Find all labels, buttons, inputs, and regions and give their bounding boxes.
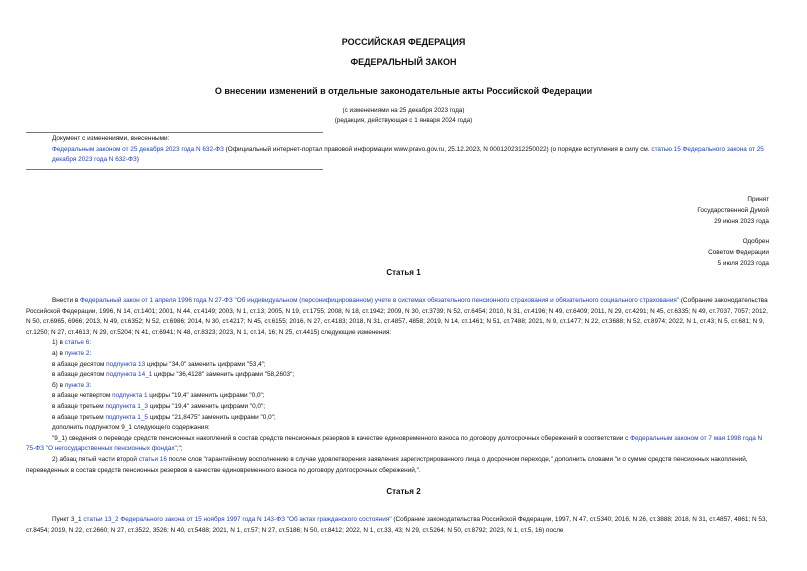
link-subpoint1-5[interactable]: подпункта 1_5 bbox=[105, 413, 148, 421]
link-subpoint14-1[interactable]: подпункта 14_1 bbox=[106, 371, 153, 379]
sub-b: б) в пункте 3: bbox=[52, 381, 92, 389]
duma-date: 29 июня 2023 года bbox=[714, 217, 769, 225]
document-title: О внесении изменений в отдельные законодательные акты Российской Федерации bbox=[214, 86, 593, 96]
change-line-6: дополнить подпунктом 9_1 следующего содержания: bbox=[52, 424, 210, 432]
change-line-3: в абзаце четвертом подпункта 1 цифры "19,4" заменить цифрами "0,0"; bbox=[52, 392, 265, 400]
link-article16[interactable]: статьи 16 bbox=[138, 455, 167, 463]
changes-box bbox=[52, 134, 772, 166]
item1: 1) в статье 6: bbox=[52, 339, 92, 347]
changes-text: Федеральным законом от 25 декабря 2023 года N 632-ФЗ (Официальный интернет-портал правовой информации www.pravo.gov.ru, 25.12.2023, N 0001202312250022) (о порядке вступления в силу см. статью 15 Федерального закона от 25 декабря 2023 года N 632-ФЗ) bbox=[52, 145, 764, 164]
quote-9-1: "9_1) сведения о переводе средств пенсионных накоплений в состав средств пенсионных резервов в качестве единовременного взноса по договору долгосрочных сбережений в соответствии с Федеральным законом от 7 мая 1998 года N 75-ФЗ "О негосударственных пенсионных фондах";"; bbox=[26, 434, 763, 453]
edition-note: (редакция, действующая с 1 января 2024 года) bbox=[334, 117, 473, 124]
article1-body bbox=[26, 296, 770, 476]
link-143fz[interactable]: статьи 13_2 Федерального закона от 15 ноября 1997 года N 143-ФЗ "Об актах гражданского состояния" bbox=[83, 516, 392, 523]
sub-a: а) в пункте 2: bbox=[52, 349, 92, 357]
change-line-1: в абзаце десятом подпункта 13 цифры "34,0" заменить цифрами "53,4"; bbox=[52, 360, 266, 368]
link-point2[interactable]: пункте 2 bbox=[64, 349, 90, 357]
article2-text: Пункт 3_1 статьи 13_2 Федерального закона от 15 ноября 1997 года N 143-ФЗ "Об актах гражданского состояния" (Собрание законодательства Российской Федерации, 1997, N 47, ст.5340; 2016, N 26, ст.3888; 2018, N 31, ст.4857, 4861; N 53, ст.8454; 2019, N 22, ст.2660; N 27, ст.3522, 3526; N 40, ст.5488; 2021, N 1, ст.57; N 27, ст.5186; N 50, ст.8412; 2022, N 1, ст.33, 43; N 29, ст.5264; N 50, ст.8792; 2023, N 1, ст.5, 16) после bbox=[26, 516, 768, 534]
link-632fz[interactable]: Федеральным законом от 25 декабря 2023 года N 632-ФЗ bbox=[52, 145, 224, 153]
change-line-2: в абзаце десятом подпункта 14_1 цифры "36,4128" заменить цифрами "58,2603"; bbox=[52, 371, 295, 379]
changes-note: (с изменениями на 25 декабря 2023 года) bbox=[342, 107, 465, 114]
changes-label: Документ с изменениями, внесенными: bbox=[52, 135, 170, 142]
by-duma-label: Государственной Думой bbox=[697, 206, 769, 214]
article2-body bbox=[26, 515, 770, 536]
link-point3[interactable]: пункте 3 bbox=[64, 381, 90, 389]
link-article15[interactable]: статью 15 Федерального закона от 25 декабря 2023 года N 632-ФЗ bbox=[52, 145, 764, 164]
link-subpoint1[interactable]: подпункта 1 bbox=[112, 392, 148, 400]
doc-type-title: ФЕДЕРАЛЬНЫЙ ЗАКОН bbox=[350, 57, 457, 67]
approved-label: Одобрен bbox=[742, 238, 769, 245]
article2-heading: Статья 2 bbox=[386, 487, 421, 496]
link-subpoint13[interactable]: подпункта 13 bbox=[106, 360, 146, 368]
article1-intro: Внести в Федеральный закон от 1 апреля 1996 года N 27-ФЗ "Об индивидуальном (персонифицированном) учете в системах обязательного пенсионного страхования и обязательного социального страхования" (Собрание законодательства Российской Федерации, 1996, N 14, ст.1401; 2001, N 44, ст.4149; 2003, N 1, ст.13; 2005, N 19, ст.1755; 2008, N 18, ст.1942; 2009, N 30, ст.3739; N 52, ст.6454; 2010, N 31, ст.4196; N 49, ст.6409; 2011, N 29, ст.4291; N 45, ст.6335; N 49, ст.7037, 7057; 2012, N 50, ст.6965, 6966; 2013, N 49, ст.6352; N 52, ст.6986; 2014, N 30, ст.4217; N 45, ст.6155; 2016, N 27, ст.4183; 2018, N 31, ст.4857, 4858; 2019, N 14, ст.1461; N 51, ст.7488; 2021, N 9, ст.1477; N 22, ст.3688; N 52, ст.8974; 2022, N 1, ст.43; N 5, ст.681; N 9, ст.1250; N 27, ст.4613; N 29, ст.5204; N 41, ст.6941; N 48, ст.8323; 2023, N 1, ст.14, 16; N 25, ст.4415) следующие изменения: bbox=[26, 297, 768, 336]
item2: 2) абзац пятый части второй статьи 16 после слов "гарантийному восполнению в случае удовлетворения заявления зарегистрированного лица о досрочном переходе," дополнить словами "и о сумме средств пенсионных накоплений, переведенных в состав средств пенсионных резервов в качестве единовременного взноса по договору долгосрочных сбережений,". bbox=[26, 455, 748, 474]
link-subpoint1-3[interactable]: подпункта 1_3 bbox=[105, 402, 148, 410]
divider-bottom bbox=[26, 169, 323, 170]
divider-top bbox=[26, 132, 323, 133]
link-27fz[interactable]: Федеральный закон от 1 апреля 1996 года N 27-ФЗ "Об индивидуальном (персонифицированном) учете в системах обязательного пенсионного страхования и обязательного социального страхования" bbox=[79, 297, 680, 304]
change-line-5: в абзаце третьем подпункта 1_5 цифры "21,8475" заменить цифрами "0,0"; bbox=[52, 413, 276, 421]
council-date: 5 июля 2023 года bbox=[717, 259, 769, 267]
by-council-label: Советом Федерации bbox=[708, 248, 769, 256]
country-title: РОССИЙСКАЯ ФЕДЕРАЦИЯ bbox=[341, 37, 466, 47]
accepted-label: Принят bbox=[747, 196, 769, 203]
article1-heading: Статья 1 bbox=[386, 268, 421, 277]
adoption-duma bbox=[697, 195, 769, 227]
link-75fz[interactable]: Федеральным законом от 7 мая 1998 года N 75-ФЗ "О негосударственных пенсионных фондах" bbox=[26, 434, 763, 453]
link-article6[interactable]: статье 6 bbox=[64, 339, 90, 347]
change-line-4: в абзаце третьем подпункта 1_3 цифры "19,4" заменить цифрами "0,0"; bbox=[52, 402, 266, 410]
adoption-council bbox=[708, 237, 769, 269]
